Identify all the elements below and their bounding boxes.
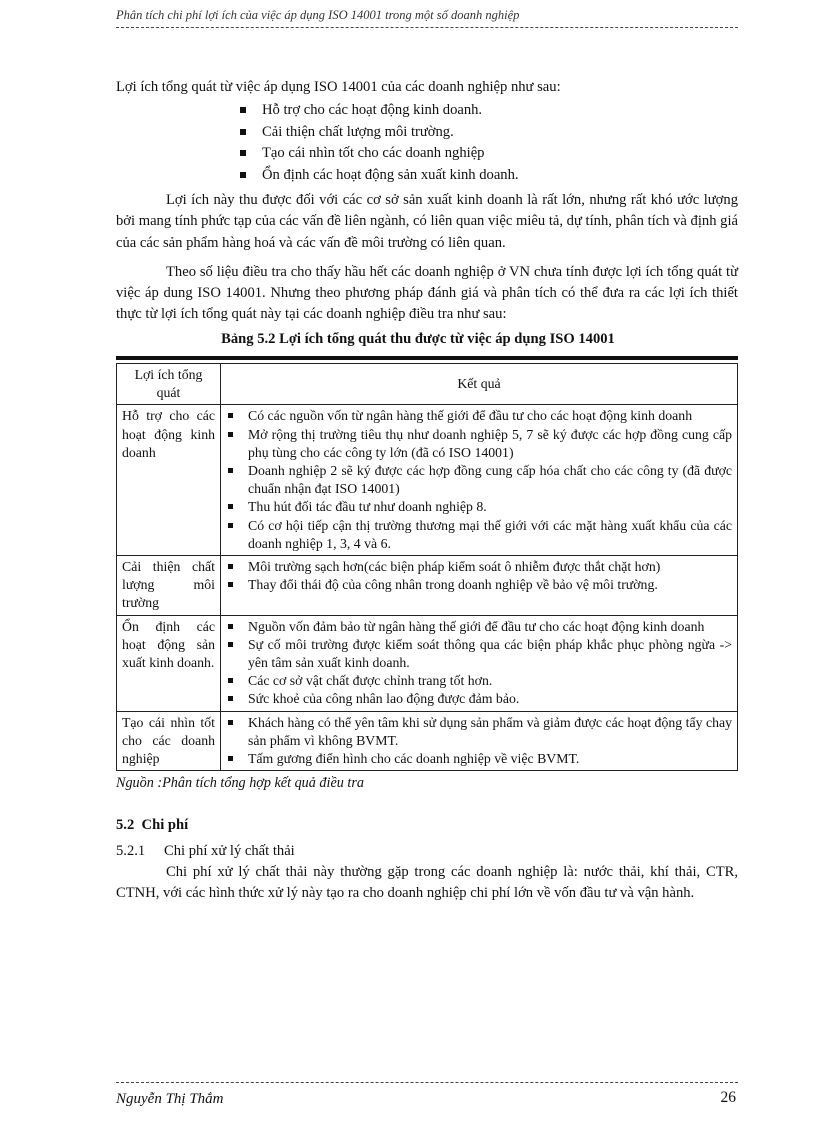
list-item: Sự cố môi trường được kiểm soát thông qua các biện pháp khắc phục phòng ngừa -> yên tâm sản xuất kinh doanh. bbox=[226, 636, 732, 672]
list-item: Tạo cái nhìn tốt cho các doanh nghiệp bbox=[240, 143, 738, 164]
results-cell bbox=[221, 405, 738, 556]
table-source: Nguồn :Phân tích tổng hợp kết quả điều tra bbox=[116, 775, 364, 792]
page-body bbox=[116, 77, 738, 905]
table-top-rule bbox=[116, 356, 738, 360]
list-item: Mở rộng thị trường tiêu thụ như doanh nghiệp 5, 7 sẽ ký được các hợp đồng cung cấp phụ tùng cho các công ty lớn (đã có ISO 14001) bbox=[226, 426, 732, 462]
list-item: Có các nguồn vốn từ ngân hàng thế giới để đầu tư cho các hoạt động kinh doanh bbox=[226, 407, 732, 425]
benefits-table bbox=[116, 363, 738, 771]
subsection-number: 5.2.1 bbox=[116, 842, 146, 859]
subsection-title: Chi phí xử lý chất thải bbox=[164, 842, 295, 859]
footer-author: Nguyễn Thị Thắm bbox=[116, 1091, 224, 1107]
list-item: Cải thiện chất lượng môi trường. bbox=[240, 122, 738, 143]
table-row bbox=[117, 615, 738, 711]
benefit-cell: Cải thiện chất lượng môi trường bbox=[117, 556, 221, 616]
list-item: Thay đổi thái độ của công nhân trong doanh nghiệp về bảo vệ môi trường. bbox=[226, 576, 732, 594]
list-item: Doanh nghiệp 2 sẽ ký được các hợp đồng cung cấp hóa chất cho các công ty (đã được chuẩn nhận đạt ISO 14001) bbox=[226, 462, 732, 498]
section-title: Chi phí bbox=[141, 816, 189, 833]
list-item: Tấm gương điển hình cho các doanh nghiệp về việc BVMT. bbox=[226, 750, 732, 768]
results-cell bbox=[221, 615, 738, 711]
results-cell bbox=[221, 556, 738, 616]
page-number: 26 bbox=[720, 1089, 736, 1106]
list-item: Hỗ trợ cho các hoạt động kinh doanh. bbox=[240, 100, 738, 121]
intro-text: Lợi ích tổng quát từ việc áp dụng ISO 14001 của các doanh nghiệp như sau: bbox=[116, 79, 561, 95]
paragraph: Chi phí xử lý chất thải này thường gặp trong các doanh nghiệp là: nước thải, khí thải, CTR, CTNH, với các hình thức xử lý này tạo ra cho doanh nghiệp chi phí lớn về vốn đầu tư và vận hành. bbox=[116, 864, 738, 902]
section-number: 5.2 bbox=[116, 816, 135, 833]
paragraph: Theo số liệu điều tra cho thấy hầu hết các doanh nghiệp ở VN chưa tính được lợi ích tổng quát từ việc áp dung ISO 14001. Nhưng theo phương pháp đánh giá và phân tích có thể đưa ra các lợi ích thiết thực từ lợi ích tổng quát này tại các doanh nghiệp điều tra như sau: bbox=[116, 263, 738, 323]
benefit-cell: Ổn định các hoạt động sản xuất kinh doanh. bbox=[117, 615, 221, 711]
paragraph: Lợi ích này thu được đối với các cơ sở sản xuất kinh doanh là rất lớn, nhưng rất khó ước lượng bởi mang tính phức tạp của các vấn đề liên ngành, có liên quan việc miêu tả, dự tính, phân tích và định giá của các sản phẩm hàng hoá và các vấn đề môi trường có liên quan. bbox=[116, 191, 738, 251]
list-item: Khách hàng có thể yên tâm khi sử dụng sản phẩm và giảm được các hoạt động tẩy chay sản phẩm vì không BVMT. bbox=[226, 714, 732, 750]
subsection-heading bbox=[116, 841, 738, 862]
table-header-row bbox=[117, 364, 738, 405]
column-header: Kết quả bbox=[221, 364, 738, 405]
list-item: Nguồn vốn đảm bảo từ ngân hàng thế giới để đầu tư cho các hoạt động kinh doanh bbox=[226, 618, 732, 636]
footer-divider bbox=[116, 1082, 738, 1083]
table-caption: Bảng 5.2 Lợi ích tổng quát thu được từ việc áp dụng ISO 14001 bbox=[221, 330, 615, 347]
list-item: Các cơ sở vật chất được chỉnh trang tốt hơn. bbox=[226, 672, 732, 690]
header-divider bbox=[116, 27, 738, 28]
list-item: Môi trường sạch hơn(các biện pháp kiểm soát ô nhiễm được thắt chặt hơn) bbox=[226, 558, 732, 576]
list-item: Thu hút đối tác đầu tư như doanh nghiệp 8. bbox=[226, 498, 732, 516]
table-row bbox=[117, 405, 738, 556]
results-cell bbox=[221, 711, 738, 771]
list-item: Có cơ hội tiếp cận thị trường thương mại thế giới với các mặt hàng xuất khẩu của các doanh nghiệp 1, 3, 4 và 6. bbox=[226, 517, 732, 553]
benefit-list bbox=[116, 100, 738, 186]
column-header: Lợi ích tổng quát bbox=[117, 364, 221, 405]
list-item: Ổn định các hoạt động sản xuất kinh doanh. bbox=[240, 165, 738, 186]
table-row bbox=[117, 711, 738, 771]
table-row bbox=[117, 556, 738, 616]
list-item: Sức khoẻ của công nhân lao động được đảm bảo. bbox=[226, 690, 732, 708]
benefit-cell: Hỗ trợ cho các hoạt động kinh doanh bbox=[117, 405, 221, 556]
benefit-cell: Tạo cái nhìn tốt cho các doanh nghiệp bbox=[117, 711, 221, 771]
running-header: Phân tích chi phí lợi ích của việc áp dụng ISO 14001 trong một số doanh nghiệp bbox=[116, 8, 520, 22]
section-heading bbox=[116, 815, 738, 836]
